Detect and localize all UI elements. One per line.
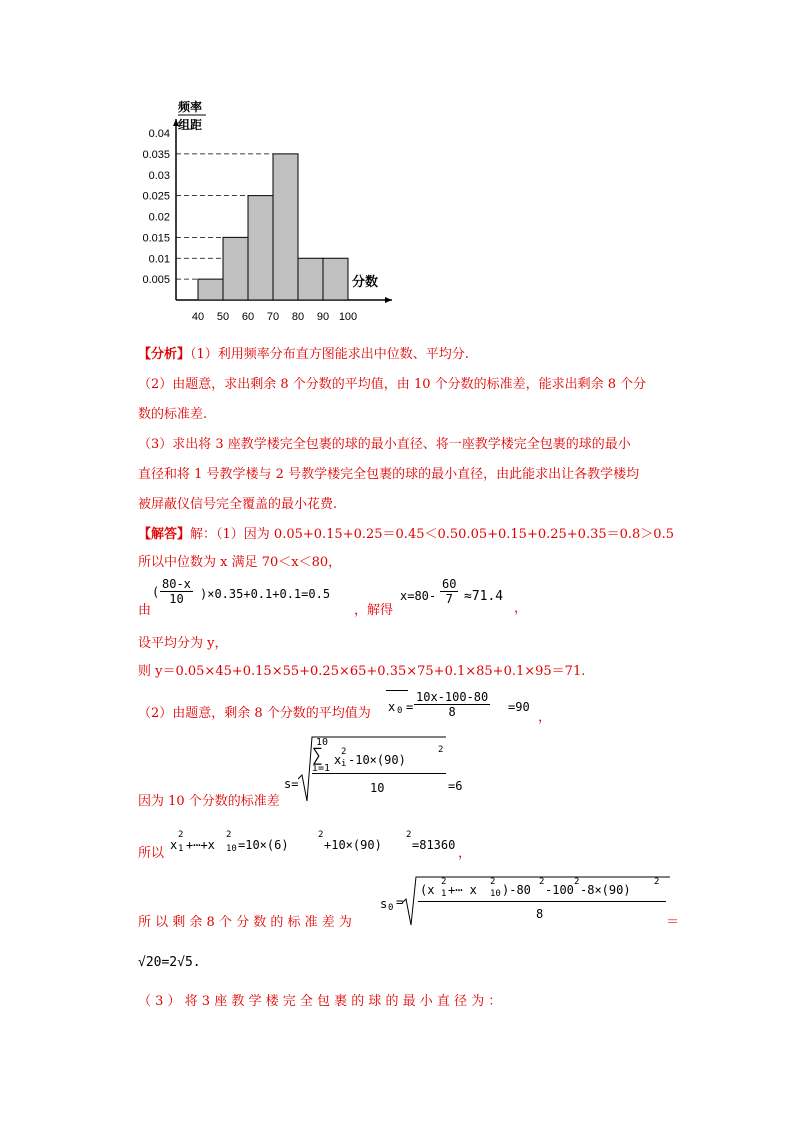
x0-num: 10x-100-80 — [416, 690, 489, 704]
x-tick-label: 100 — [338, 311, 358, 323]
histogram-bar — [198, 279, 223, 300]
x0-end: ， — [538, 710, 552, 725]
histogram-chart — [130, 95, 400, 325]
y-tick-label: 0.015 — [142, 232, 170, 245]
s-den: 10 — [370, 781, 385, 795]
x-axis-label: 分数 — [352, 274, 379, 289]
s0-tail2: -100 — [545, 883, 574, 897]
histogram-bar — [273, 154, 298, 300]
y-tick-label: 0.005 — [142, 274, 170, 287]
std-intro: 因为 10 个分数的标准差 — [138, 794, 280, 809]
eq1-num: 80-x — [162, 577, 191, 591]
s0-tail: )-80 — [502, 883, 531, 897]
remain-std: 所 以 剩 余 8 个 分 数 的 标 准 差 为 — [138, 915, 352, 930]
eq2-left: x=80- — [400, 589, 437, 603]
so-label: 所以 — [138, 846, 165, 861]
sum-top: 10 — [316, 737, 329, 748]
analysis-3b: 直径和将 1 号教学楼与 2 号教学楼完全包裹的球的最小直径，由此能求出让各教学楼均 — [138, 467, 640, 482]
x-tick-label: 80 — [291, 311, 305, 323]
analysis-2a: （2）由题意，求出剩余 8 个分数的平均值，由 10 个分数的标准差，能求出剩余 8 个分 — [138, 377, 647, 392]
answer-tag: 【解答】 — [138, 527, 191, 542]
eq1-fraction — [160, 577, 193, 606]
s0-den: 8 — [536, 907, 544, 921]
eq1-rest: )×0.35+0.1+0.1=0.5 — [200, 587, 331, 601]
y-tick-label: 0.04 — [148, 128, 170, 140]
sum-bottom: i=1 — [312, 763, 331, 774]
histogram-bar — [298, 258, 323, 300]
s0-mid: +⋯ x — [448, 883, 477, 897]
part2-label: （2）由题意，剩余 8 个分数的平均值为 — [138, 706, 371, 721]
analysis-1: （1）利用频率分布直方图能求出中位数、平均分. — [190, 347, 469, 362]
s-label: s= — [284, 777, 299, 791]
solve-label: ，解得 — [354, 603, 394, 618]
x0-sub: 0 — [397, 706, 403, 716]
x-axis-arrow — [385, 297, 392, 303]
s0-label: s — [380, 897, 388, 911]
x0-fraction — [414, 690, 490, 719]
sq-result: =81360 — [412, 838, 456, 852]
x0-den: 8 — [448, 705, 456, 719]
x-tick-label: 50 — [216, 311, 230, 323]
analysis-3a: （3）求出将 3 座教学楼完全包裹的球的最小直径、将一座教学楼完全包裹的球的最小 — [138, 437, 631, 452]
x0-result: =90 — [508, 700, 530, 714]
final-result: √20=2√5. — [138, 955, 201, 970]
x-tick-label: 70 — [266, 311, 280, 323]
sq-rest: =10×(6) — [238, 838, 289, 852]
s-result: =6 — [448, 779, 463, 793]
analysis-tag: 【分析】 — [138, 347, 191, 362]
x-tick-label: 90 — [316, 311, 330, 323]
eq2-fraction — [440, 577, 458, 606]
eq-sign: ＝ — [666, 915, 680, 930]
by-label: 由 — [138, 603, 152, 618]
part3: （ 3 ） 将 3 座 教 学 楼 完 全 包 裹 的 球 的 最 小 直 径 为 ： — [138, 994, 502, 1009]
sq-rest2: +10×(90) — [324, 838, 382, 852]
eq1-open: ( — [152, 585, 160, 599]
s0-num: (x — [420, 883, 435, 897]
x0-bar — [386, 690, 408, 691]
eq2-num: 60 — [442, 577, 457, 591]
sum-rest: -10×(90) — [348, 753, 406, 767]
s0-tail3: -8×(90) — [580, 883, 631, 897]
analysis-3c: 被屏蔽仪信号完全覆盖的最小花费. — [138, 497, 338, 512]
y-tick-label: 0.025 — [142, 190, 170, 203]
answer-1: 解：（1）因为 0.05+0.15+0.25＝0.45＜0.50.05+0.15+0.25+0.35＝0.8＞0.5 — [190, 527, 674, 542]
eq1-den: 10 — [169, 592, 184, 606]
sq-end: ， — [458, 846, 472, 861]
y-tick-label: 0.01 — [148, 253, 170, 266]
sq-eq: +⋯+x — [186, 838, 215, 852]
y-label-bottom: 组距 — [178, 118, 203, 132]
histogram-bar — [323, 258, 348, 300]
x-tick-label: 40 — [191, 311, 205, 323]
set-mean: 设平均分为 y， — [138, 636, 228, 651]
sum-body: x — [334, 753, 342, 767]
histogram-bar — [248, 196, 273, 300]
y-tick-label: 0.02 — [148, 211, 170, 224]
histogram-bar — [223, 237, 248, 300]
x-tick-label: 60 — [241, 311, 255, 323]
eq2-den: 7 — [445, 592, 453, 606]
analysis-2b: 数的标准差. — [138, 407, 208, 422]
eq2-right: ≈71.4 — [464, 589, 504, 604]
x0-label: x — [388, 700, 396, 714]
y-tick-label: 0.035 — [142, 148, 170, 161]
median-line: 所以中位数为 x 满足 70＜x＜80， — [138, 555, 342, 570]
eq2-end: ， — [514, 601, 528, 616]
y-tick-label: 0.03 — [148, 169, 170, 182]
y-label-top: 频率 — [178, 100, 203, 114]
mean-calc: 则 y＝0.05×45+0.15×55+0.25×65+0.35×75+0.1×85+0.1×95＝71. — [138, 664, 586, 679]
